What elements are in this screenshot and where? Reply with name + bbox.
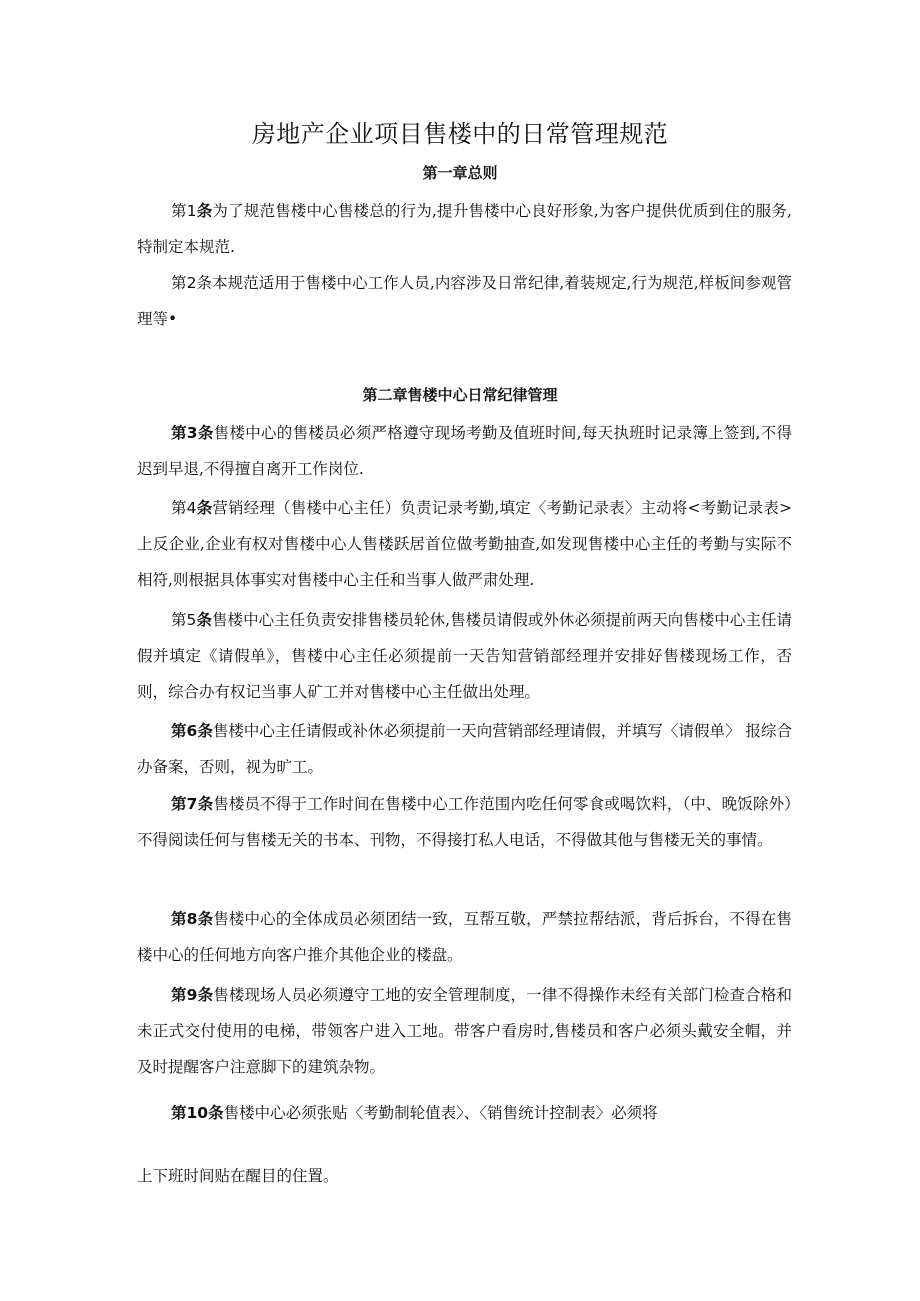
article-suffix: 条 (196, 499, 213, 517)
article-1 (137, 193, 792, 265)
chapter-heading-2: 第二章售楼中心日常纪律管理 (362, 386, 558, 404)
article-2 (137, 265, 792, 337)
article-suffix: 条 (208, 1104, 224, 1122)
article-text: 售楼员不得于工作时间在售楼中心工作范围内吃任何零食或喝饮料，（中、晚饭除外）不得阅读任何与售楼无关的书本、刊物，不得接打私人电话，不得做其他与售楼无关的事情。 (137, 795, 792, 849)
article-suffix: 条 (196, 202, 213, 220)
article-text: 营销经理（售楼中心主任）负责记录考勤,填定〈考勤记录表〉主动将<考勤记录表>上反企业,企业有权对售楼中心人售楼跃居首位做考勤抽查,如发现售楼中心主任的考勤与实际不相符,则根据具体事实对售楼中心主任和当事人做严肃处理. (137, 499, 792, 589)
article-text: 售楼中心主任请假或补休必须提前一天向营销部经理请假，并填写〈请假单〉 报综合办备案，否则，视为旷工。 (137, 722, 792, 776)
article-text: 售楼中心必须张贴〈考勤制轮值表〉、〈销售统计控制表〉必须将 (223, 1104, 658, 1122)
article-number: 10 (186, 1104, 209, 1122)
article-prefix: 第 (171, 795, 187, 813)
article-number: 2 (186, 274, 197, 292)
article-6 (137, 713, 792, 785)
article-suffix: 条 (196, 611, 213, 629)
chapter-heading-1: 第一章总则 (422, 164, 498, 182)
article-prefix: 第 (171, 274, 187, 292)
document-title: 房地产企业项目售楼中的日常管理规范 (251, 120, 669, 148)
article-10 (137, 1095, 792, 1131)
article-prefix: 第 (171, 424, 187, 442)
article-number: 6 (186, 722, 198, 740)
article-suffix: 条 (197, 910, 214, 928)
article-8 (137, 901, 792, 973)
article-prefix: 第 (171, 986, 187, 1004)
article-9 (137, 977, 792, 1085)
article-text: 售楼中心主任负责安排售楼员轮休,售楼员请假或外休必须提前两天向售楼中心主任请假并填定《请假单》，售楼中心主任必须提前一天告知营销部经理并安排好售楼现场工作，否则，综合办有权记当事人矿工并对售楼中心主任做出处理。 (137, 611, 792, 701)
article-prefix: 第 (171, 499, 187, 517)
article-number: 7 (186, 795, 198, 813)
article-4 (137, 490, 792, 598)
article-number: 9 (186, 986, 198, 1004)
article-prefix: 第 (171, 202, 187, 220)
article-suffix: 条 (197, 986, 214, 1004)
article-number: 3 (186, 424, 198, 442)
article-number: 5 (186, 611, 197, 629)
article-number: 4 (186, 499, 197, 517)
article-number: 1 (186, 202, 197, 220)
article-10-continuation: 上下班时间贴在醒目的住置。 (137, 1167, 339, 1185)
article-number: 8 (186, 910, 198, 928)
article-text: 本规范适用于售楼中心工作人员,内容涉及日常纪律,着装规定,行为规范,样板间参观管理等• (137, 274, 792, 328)
article-prefix: 第 (171, 910, 187, 928)
article-suffix: 条 (197, 722, 213, 740)
article-prefix: 第 (171, 722, 187, 740)
article-prefix: 第 (171, 1104, 187, 1122)
article-text: 售楼中心的全体成员必须团结一致，互帮互敬，严禁拉帮结派，背后拆台，不得在售楼中心的任何地方向客户推介其他企业的楼盘。 (137, 910, 792, 964)
article-text: 售楼中心的售楼员必须严格遵守现场考勤及值班时间,每天执班时记录簿上签到,不得迟到早退,不得擅自离开工作岗位. (137, 424, 792, 478)
article-text: 为了规范售楼中心售楼总的行为,提升售楼中心良好形象,为客户提供优质到住的服务,特制定本规范. (137, 202, 792, 256)
article-text: 售楼现场人员必须遵守工地的安全管理制度，一律不得操作未经有关部门检查合格和未正式交付使用的电梯，带领客户进入工地。带客户看房时,售楼员和客户必须头戴安全帽，并及时提醒客户注意脚下的建筑杂物。 (137, 986, 792, 1076)
article-5 (137, 602, 792, 710)
article-3 (137, 415, 792, 487)
article-7 (137, 786, 792, 858)
article-suffix: 条 (197, 424, 214, 442)
article-suffix: 条 (196, 274, 213, 292)
article-prefix: 第 (171, 611, 187, 629)
article-suffix: 条 (197, 795, 214, 813)
